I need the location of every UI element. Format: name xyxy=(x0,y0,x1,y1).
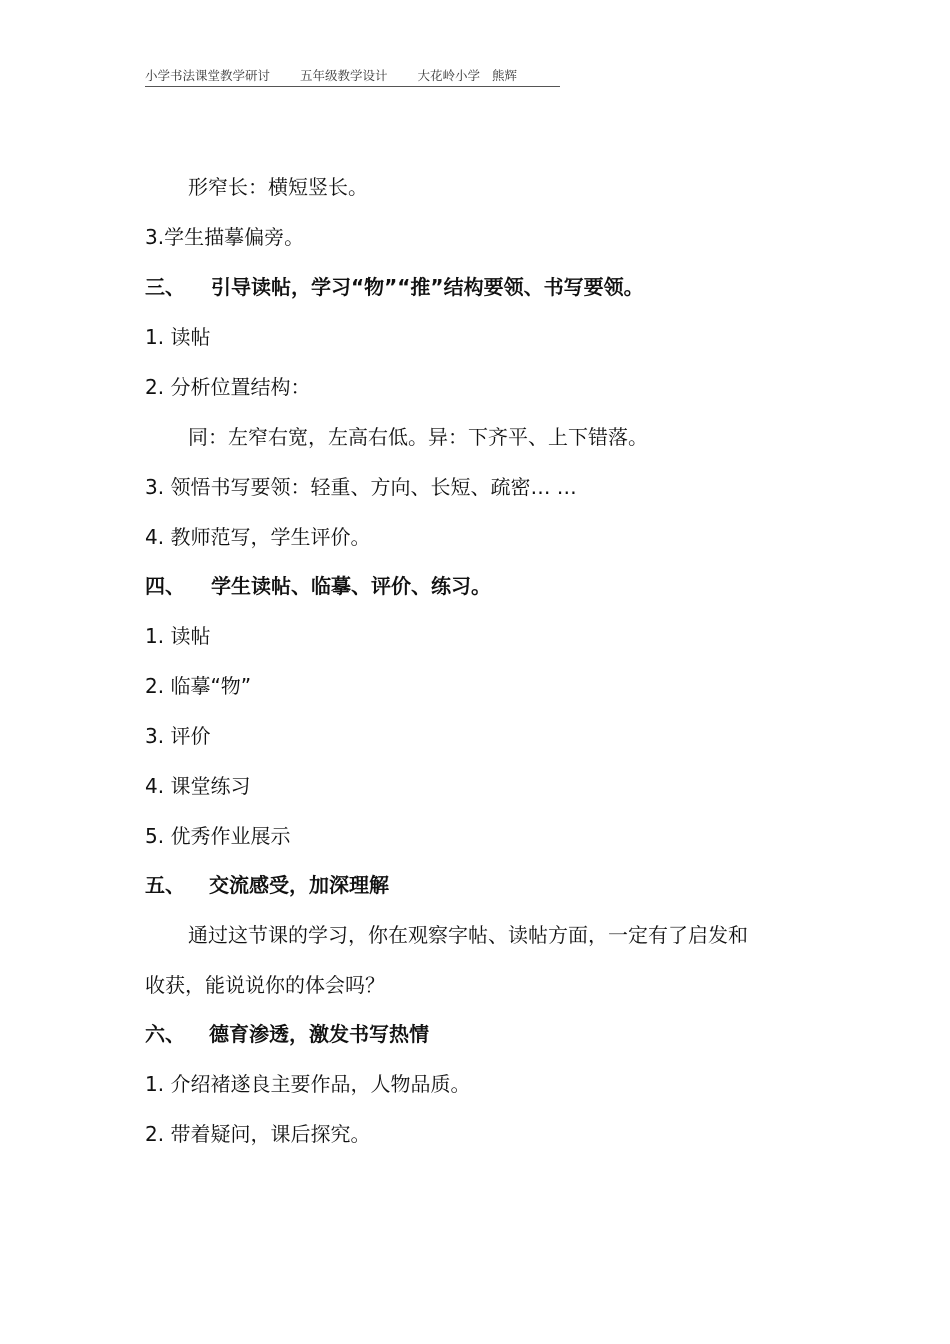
list-item: 1. 读帖 xyxy=(145,325,211,349)
list-item: 2. 带着疑问，课后探究。 xyxy=(145,1122,371,1146)
heading-number: 六、 xyxy=(145,1022,185,1046)
paragraph-line: 收获，能说说你的体会吗？ xyxy=(145,973,385,997)
header-school: 大花岭小学 xyxy=(417,68,481,83)
list-item: 1. 读帖 xyxy=(145,624,211,648)
text-line: 3.学生描摹偏旁。 xyxy=(145,225,305,249)
list-item: 1. 介绍褚遂良主要作品，人物品质。 xyxy=(145,1072,471,1096)
header-course: 小学书法课堂教学研讨 xyxy=(145,68,271,83)
heading-number: 三、 xyxy=(145,275,185,299)
heading-number: 四、 xyxy=(145,574,185,598)
text-line: 同：左窄右宽，左高右低。异：下齐平、上下错落。 xyxy=(188,425,648,449)
heading-text: 引导读帖，学习“物”“推”结构要领、书写要领。 xyxy=(211,275,644,299)
header-grade: 五年级教学设计 xyxy=(300,68,388,83)
text-line: 形窄长：横短竖长。 xyxy=(188,175,368,199)
list-item: 4. 课堂练习 xyxy=(145,774,251,798)
heading-number: 五、 xyxy=(145,873,185,897)
page-header xyxy=(145,66,560,87)
list-item: 3. 领悟书写要领：轻重、方向、长短、疏密… … xyxy=(145,475,577,499)
heading-text: 学生读帖、临摹、评价、练习。 xyxy=(211,574,491,598)
section-heading-4 xyxy=(145,572,491,600)
list-item: 4. 教师范写，学生评价。 xyxy=(145,525,371,549)
heading-text: 德育渗透，激发书写热情 xyxy=(209,1022,429,1046)
list-item: 3. 评价 xyxy=(145,724,211,748)
section-heading-5 xyxy=(145,871,389,899)
list-item: 5. 优秀作业展示 xyxy=(145,824,291,848)
section-heading-6 xyxy=(145,1020,429,1048)
list-item: 2. 临摹“物” xyxy=(145,674,252,698)
paragraph-line: 通过这节课的学习，你在观察字帖、读帖方面，一定有了启发和 xyxy=(188,923,748,947)
header-author: 熊辉 xyxy=(492,68,518,83)
section-heading-3 xyxy=(145,273,644,301)
list-item: 2. 分析位置结构： xyxy=(145,375,311,399)
heading-text: 交流感受，加深理解 xyxy=(209,873,389,897)
